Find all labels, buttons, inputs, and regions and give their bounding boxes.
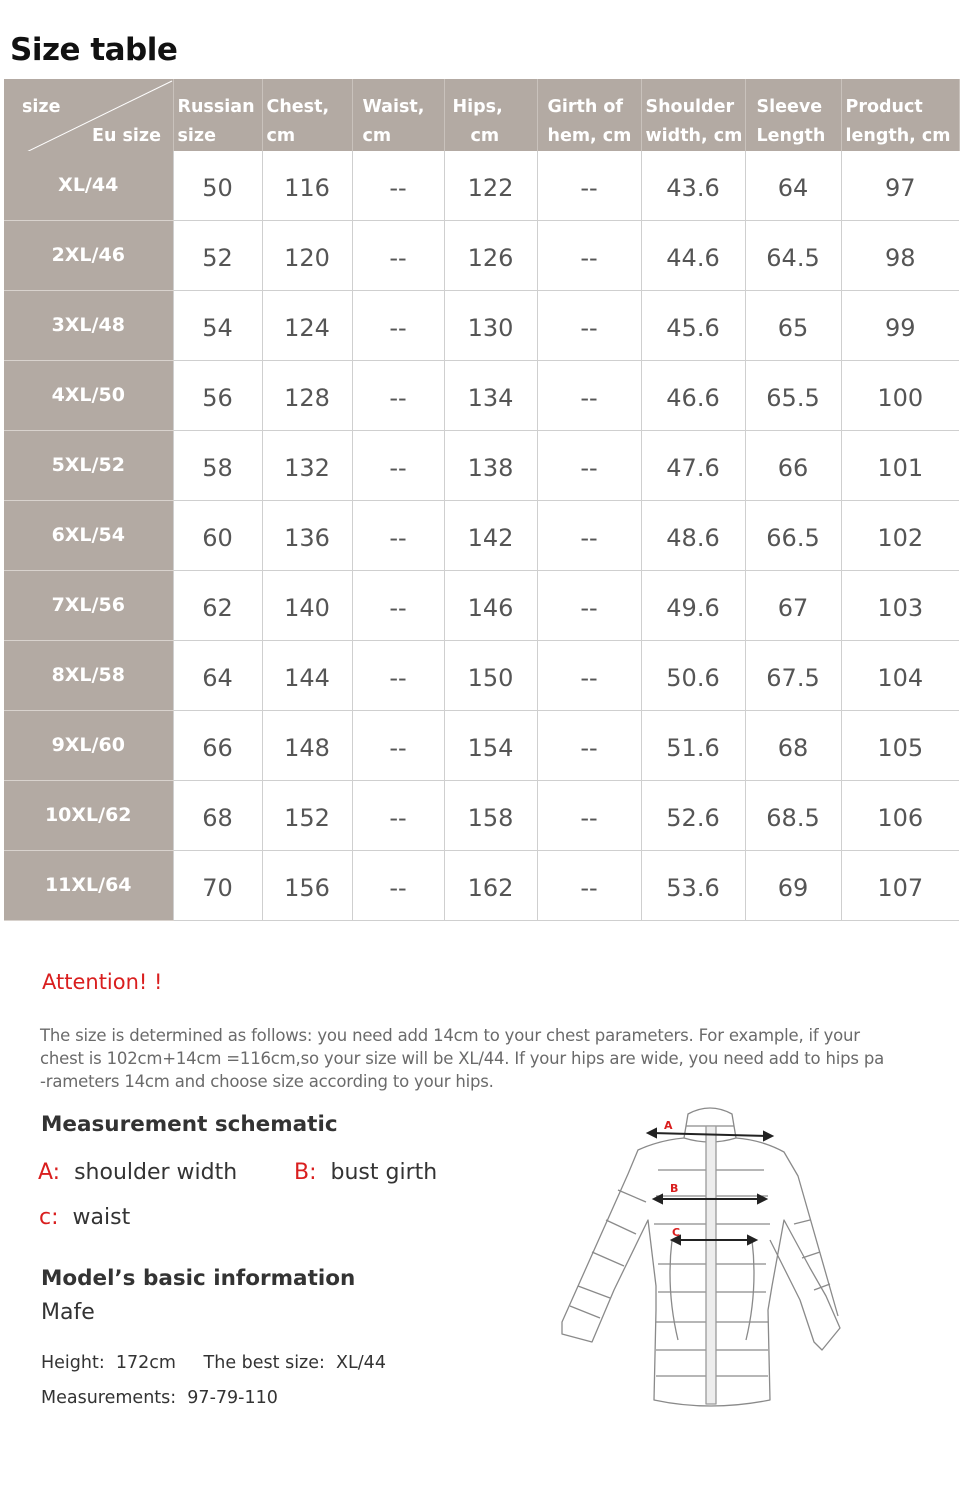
table-row: [4, 151, 959, 221]
table-cell: 97: [841, 151, 959, 221]
table-cell: 134: [444, 361, 537, 431]
table-header-row: [4, 79, 959, 151]
size-label-cell: 5XL/52: [4, 431, 173, 501]
table-cell: 130: [444, 291, 537, 361]
model-name: Mafe: [41, 1300, 95, 1325]
table-cell: --: [352, 291, 444, 361]
table-cell: 65: [745, 291, 841, 361]
table-cell: --: [537, 361, 641, 431]
table-cell: 124: [262, 291, 352, 361]
table-cell: 138: [444, 431, 537, 501]
table-cell: 162: [444, 851, 537, 921]
legend-key-c: c:: [39, 1205, 59, 1230]
table-cell: 144: [262, 641, 352, 711]
attention-line: chest is 102cm+14cm =116cm,so your size will be XL/44. If your hips are wide, you need add to hips pa: [40, 1049, 885, 1068]
schematic-marker-c: C: [672, 1226, 681, 1239]
table-cell: 50: [173, 151, 262, 221]
attention-line: -rameters 14cm and choose size according to your hips.: [40, 1072, 494, 1091]
table-cell: 46.6: [641, 361, 745, 431]
table-cell: 150: [444, 641, 537, 711]
col-header-hips: Hips, cm: [444, 79, 537, 151]
attention-heading: Attention! !: [42, 970, 163, 994]
table-cell: 142: [444, 501, 537, 571]
table-cell: 122: [444, 151, 537, 221]
table-cell: 52: [173, 221, 262, 291]
table-cell: 116: [262, 151, 352, 221]
table-cell: 156: [262, 851, 352, 921]
table-cell: --: [352, 501, 444, 571]
table-cell: --: [352, 711, 444, 781]
attention-line: The size is determined as follows: you need add 14cm to your chest parameters. For example, if your: [40, 1026, 860, 1045]
model-measurements-line: [41, 1388, 278, 1408]
col-header-sleeve-length: Sleeve Length: [745, 79, 841, 151]
size-label-cell: 2XL/46: [4, 221, 173, 291]
table-cell: --: [537, 781, 641, 851]
measurements-label: Measurements:: [41, 1388, 177, 1408]
table-cell: 126: [444, 221, 537, 291]
table-cell: --: [352, 151, 444, 221]
table-cell: 45.6: [641, 291, 745, 361]
schematic-marker-a: A: [664, 1119, 673, 1132]
legend-label-bust-girth: bust girth: [330, 1160, 438, 1185]
table-cell: 128: [262, 361, 352, 431]
table-cell: --: [352, 431, 444, 501]
legend-item-shoulder-width: [38, 1160, 237, 1185]
table-cell: 50.6: [641, 641, 745, 711]
legend-key-a: A:: [38, 1160, 61, 1185]
attention-paragraph: [40, 1024, 900, 1093]
table-cell: 70: [173, 851, 262, 921]
corner-label-eu-size: Eu size: [92, 126, 161, 146]
table-cell: 49.6: [641, 571, 745, 641]
legend-label-shoulder-width: shoulder width: [74, 1160, 238, 1185]
table-row: [4, 221, 959, 291]
table-cell: 65.5: [745, 361, 841, 431]
table-cell: 136: [262, 501, 352, 571]
table-cell: --: [352, 781, 444, 851]
table-cell: 100: [841, 361, 959, 431]
table-cell: 102: [841, 501, 959, 571]
table-row: [4, 711, 959, 781]
schematic-heading: Measurement schematic: [41, 1112, 338, 1137]
table-cell: 64.5: [745, 221, 841, 291]
height-value: 172cm: [115, 1353, 176, 1373]
table-row: [4, 431, 959, 501]
table-cell: 107: [841, 851, 959, 921]
table-cell: 120: [262, 221, 352, 291]
size-label-cell: 9XL/60: [4, 711, 173, 781]
table-cell: 154: [444, 711, 537, 781]
table-cell: --: [352, 361, 444, 431]
jacket-schematic-illustration: [548, 1100, 848, 1410]
legend-item-bust-girth: [294, 1160, 437, 1185]
table-cell: --: [537, 431, 641, 501]
col-header-chest: Chest, cm: [262, 79, 352, 151]
table-cell: 105: [841, 711, 959, 781]
table-cell: --: [352, 221, 444, 291]
legend-item-waist: [39, 1205, 130, 1230]
size-label-cell: 3XL/48: [4, 291, 173, 361]
table-cell: 68: [745, 711, 841, 781]
table-cell: 43.6: [641, 151, 745, 221]
table-row: [4, 781, 959, 851]
table-cell: --: [537, 571, 641, 641]
table-cell: 101: [841, 431, 959, 501]
table-cell: --: [537, 221, 641, 291]
table-cell: 104: [841, 641, 959, 711]
col-header-product-length: Product length, cm: [841, 79, 959, 151]
size-label-cell: 11XL/64: [4, 851, 173, 921]
table-row: [4, 361, 959, 431]
table-cell: 64: [173, 641, 262, 711]
table-cell: 67: [745, 571, 841, 641]
table-row: [4, 851, 959, 921]
table-cell: 132: [262, 431, 352, 501]
table-cell: --: [537, 711, 641, 781]
table-cell: 52.6: [641, 781, 745, 851]
size-table-body: [4, 151, 959, 921]
table-cell: 60: [173, 501, 262, 571]
table-cell: 67.5: [745, 641, 841, 711]
table-cell: 69: [745, 851, 841, 921]
size-label-cell: 6XL/54: [4, 501, 173, 571]
table-row: [4, 291, 959, 361]
table-row: [4, 571, 959, 641]
table-cell: 51.6: [641, 711, 745, 781]
corner-label-size: size: [22, 97, 61, 117]
table-cell: 47.6: [641, 431, 745, 501]
table-cell: 64: [745, 151, 841, 221]
legend-label-waist: waist: [72, 1205, 131, 1230]
table-cell: 48.6: [641, 501, 745, 571]
table-row: [4, 641, 959, 711]
model-heading: Model’s basic information: [41, 1266, 356, 1291]
table-cell: 148: [262, 711, 352, 781]
table-cell: --: [537, 291, 641, 361]
table-cell: --: [537, 641, 641, 711]
schematic-marker-b: B: [670, 1182, 679, 1195]
col-header-waist: Waist, cm: [352, 79, 444, 151]
table-cell: 44.6: [641, 221, 745, 291]
table-cell: --: [537, 151, 641, 221]
size-table: [4, 79, 960, 921]
size-label-cell: 10XL/62: [4, 781, 173, 851]
legend-key-b: B:: [294, 1160, 317, 1185]
table-cell: 98: [841, 221, 959, 291]
table-row: [4, 501, 959, 571]
size-label-cell: XL/44: [4, 151, 173, 221]
col-header-shoulder-width: Shoulder width, cm: [641, 79, 745, 151]
best-size-value: XL/44: [336, 1353, 386, 1373]
table-cell: 99: [841, 291, 959, 361]
col-header-hem-girth: Girth of hem, cm: [537, 79, 641, 151]
table-cell: 66: [173, 711, 262, 781]
table-cell: 140: [262, 571, 352, 641]
table-cell: 66.5: [745, 501, 841, 571]
table-cell: 68: [173, 781, 262, 851]
table-cell: 158: [444, 781, 537, 851]
table-cell: --: [352, 851, 444, 921]
col-header-russian-size: Russian size: [173, 79, 262, 151]
table-cell: 146: [444, 571, 537, 641]
table-cell: --: [537, 851, 641, 921]
table-cell: 54: [173, 291, 262, 361]
height-label: Height:: [41, 1353, 105, 1373]
table-cell: 53.6: [641, 851, 745, 921]
table-cell: --: [537, 501, 641, 571]
model-height-line: [41, 1353, 386, 1373]
table-cell: 68.5: [745, 781, 841, 851]
table-cell: 152: [262, 781, 352, 851]
table-cell: 106: [841, 781, 959, 851]
best-size-label: The best size:: [203, 1353, 325, 1373]
table-cell: --: [352, 571, 444, 641]
page-title: Size table: [10, 32, 178, 68]
table-cell: 56: [173, 361, 262, 431]
table-cell: 62: [173, 571, 262, 641]
size-label-cell: 7XL/56: [4, 571, 173, 641]
table-cell: 103: [841, 571, 959, 641]
header-corner-cell: [4, 79, 173, 151]
measurements-value: 97-79-110: [187, 1388, 278, 1408]
table-cell: 58: [173, 431, 262, 501]
size-label-cell: 4XL/50: [4, 361, 173, 431]
size-label-cell: 8XL/58: [4, 641, 173, 711]
table-cell: --: [352, 641, 444, 711]
table-cell: 66: [745, 431, 841, 501]
